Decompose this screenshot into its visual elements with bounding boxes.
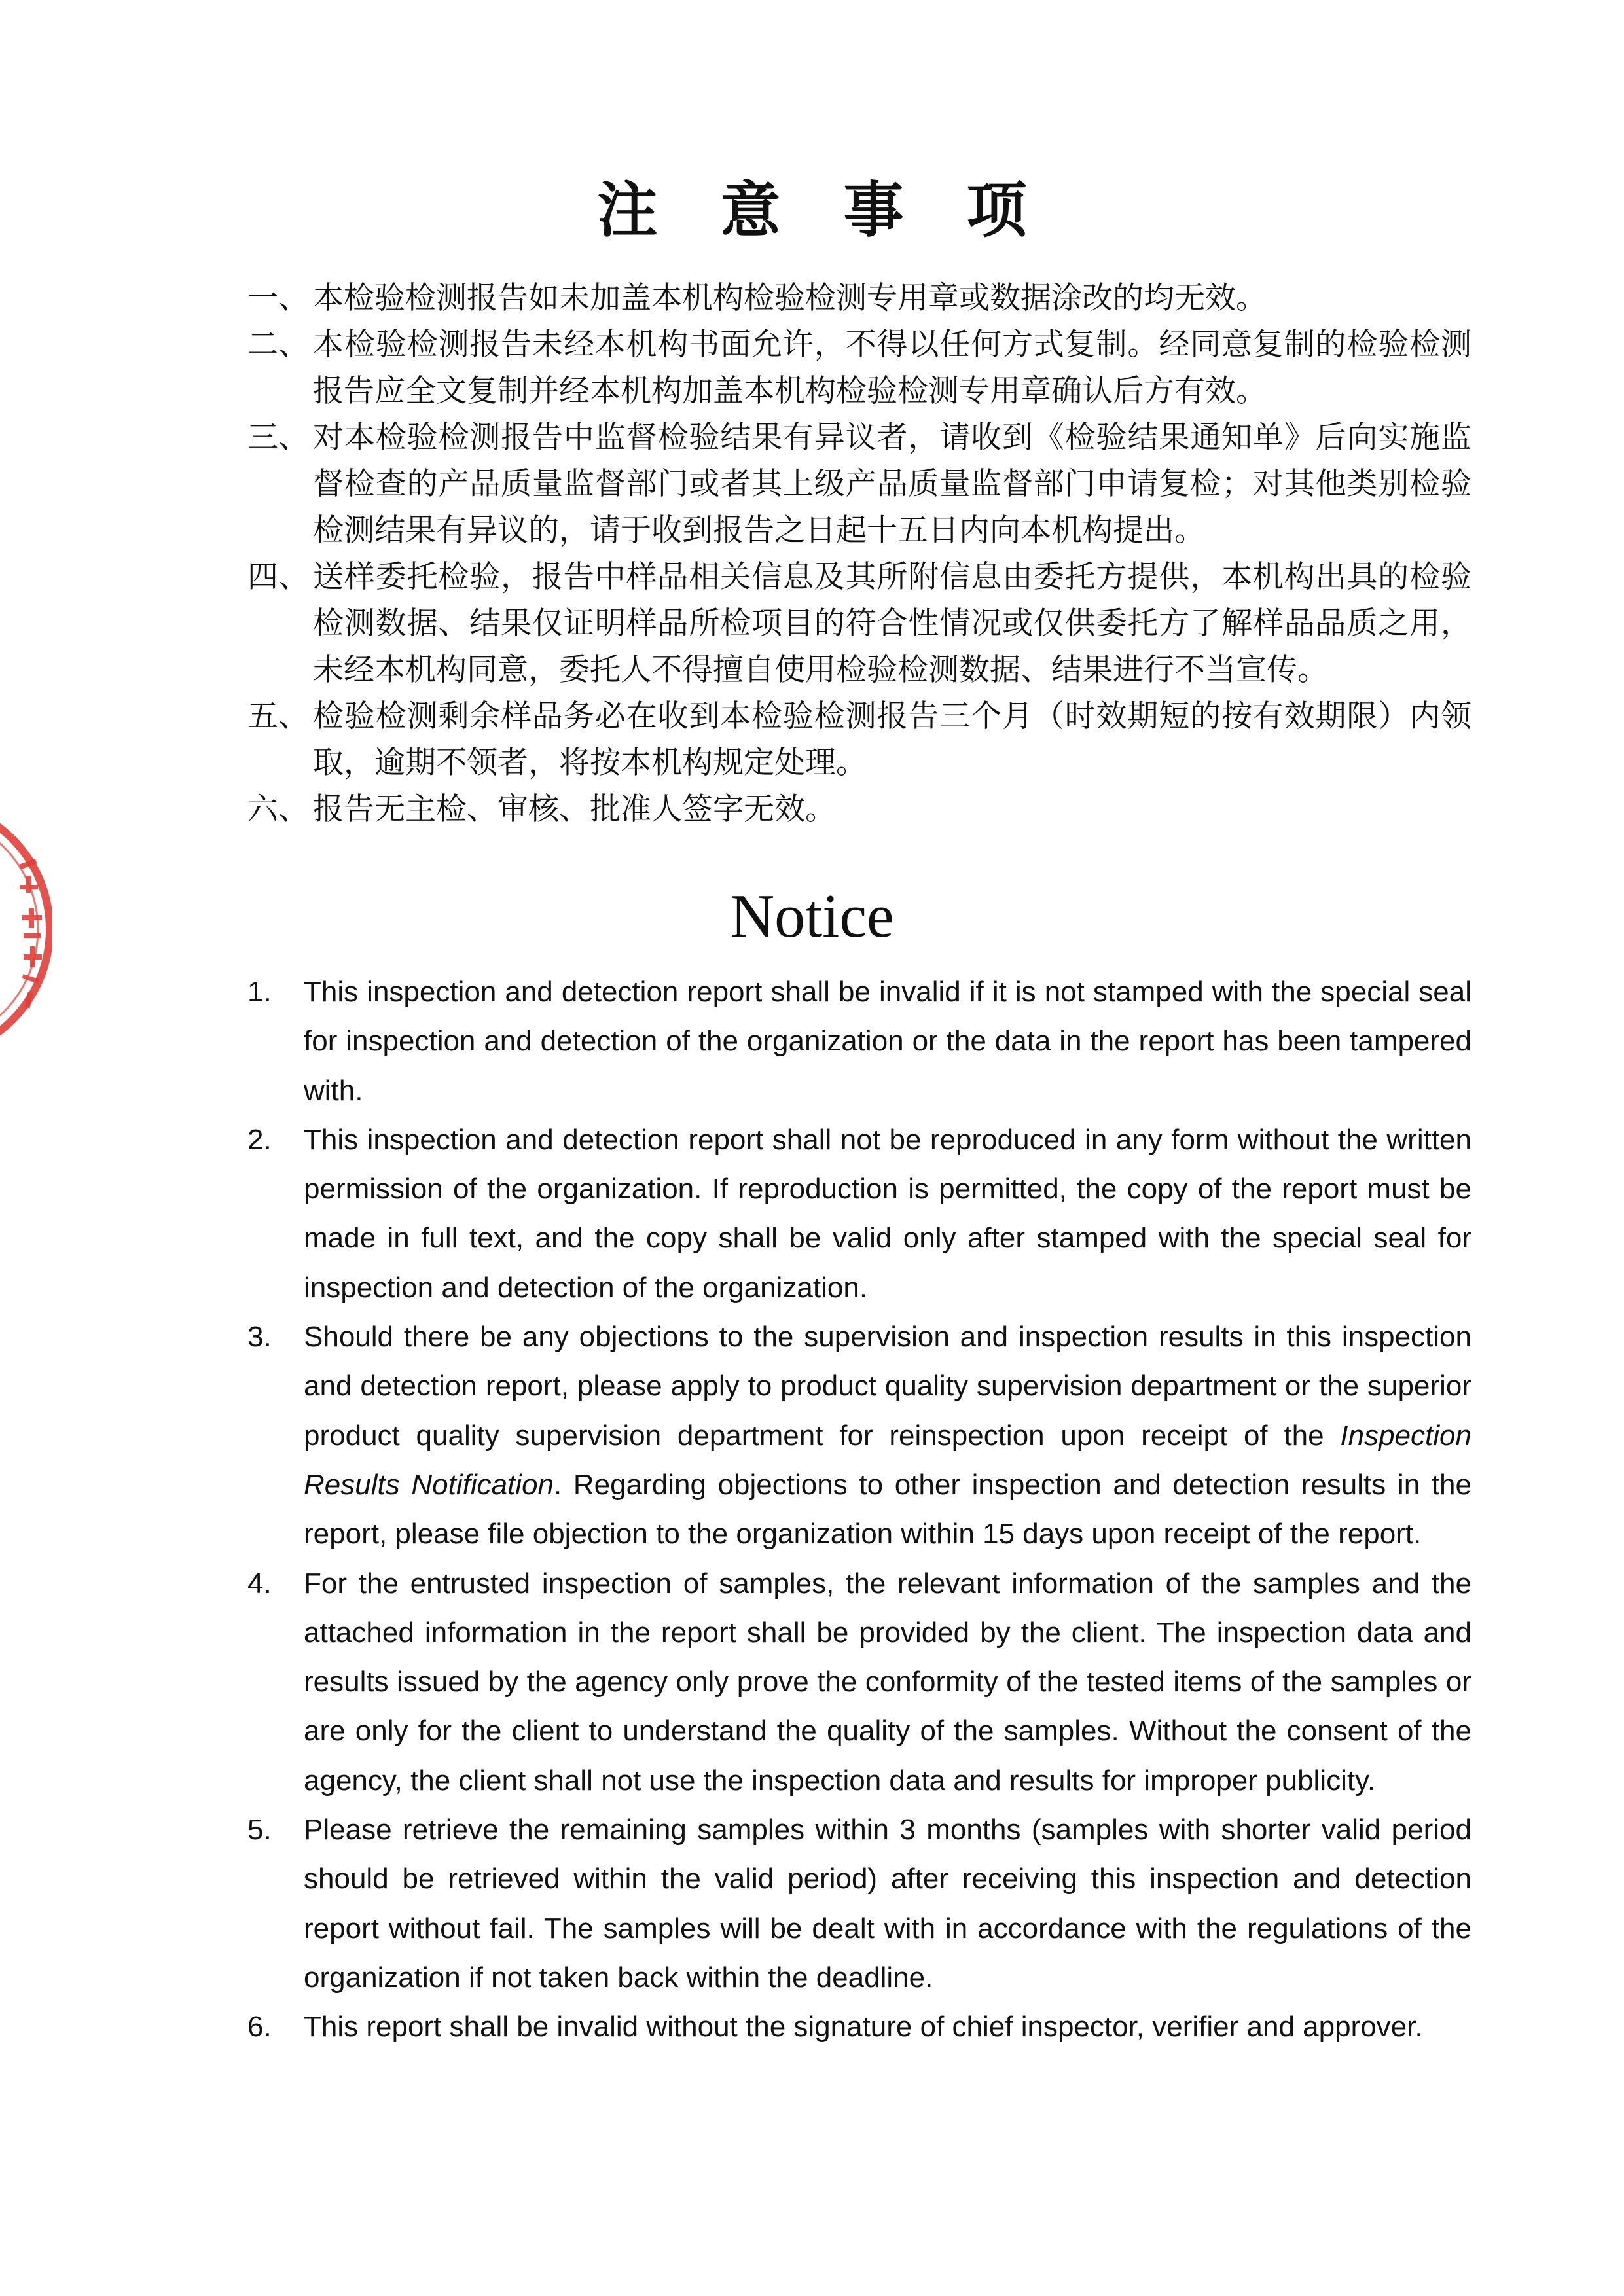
list-item-number: 三、 bbox=[247, 420, 309, 456]
list-item-number: 6. bbox=[247, 2011, 272, 2043]
list-item bbox=[247, 554, 1471, 693]
list-item bbox=[247, 1805, 1471, 2002]
list-item-text: Please retrieve the remaining samples within 3 months (samples with shorter valid period should be retrieved within the valid period) after receiving this inspection and detection report without fail. The samples will be dealt with in accordance with the regulations of the organization if not taken back within the deadline. bbox=[304, 1814, 1471, 1994]
list-item-text: 对本检验检测报告中监督检验结果有异议者，请收到《检验结果通知单》后向实施监督检查的产品质量监督部门或者其上级产品质量监督部门申请复检；对其他类别检验检测结果有异议的，请于收到报告之日起十五日内向本机构提出。 bbox=[313, 420, 1471, 548]
list-item-number: 二、 bbox=[247, 327, 309, 363]
list-item-number: 五、 bbox=[247, 698, 309, 734]
list-item-number: 1. bbox=[247, 976, 272, 1008]
list-item bbox=[247, 414, 1471, 554]
notice-title-chinese: 注意事项 bbox=[597, 175, 1090, 245]
list-item bbox=[247, 693, 1471, 786]
list-item-text: This inspection and detection report shall not be reproduced in any form without the written permission of the organization. If reproduction is permitted, the copy of the report must be made in full text, and the copy shall be valid only after stamped with the special seal for inspection and detection of the organization. bbox=[304, 1123, 1471, 1304]
list-item bbox=[247, 2002, 1471, 2051]
list-item-text-part: . Regarding objections to other inspection and detection results in the report, please file objection to the organization within 15 days upon receipt of the report. bbox=[304, 1468, 1471, 1551]
list-item-number: 六、 bbox=[247, 791, 309, 827]
list-item bbox=[247, 967, 1471, 1115]
list-item-text-part: Should there be any objections to the supervision and inspection results in this inspection and detection report, please apply to product quality supervision department or the superior product quality supervision department for reinspection upon receipt of the bbox=[304, 1321, 1471, 1452]
list-item-text: This inspection and detection report shall be invalid if it is not stamped with the special seal for inspection and detection of the organization or the data in the report has been tampered with. bbox=[304, 976, 1471, 1107]
list-item-number: 4. bbox=[247, 1567, 272, 1600]
notice-title-english: Notice bbox=[730, 882, 894, 950]
list-item-text: 检验检测剩余样品务必在收到本检验检测报告三个月（时效期短的按有效期限）内领取，逾期不领者，将按本机构规定处理。 bbox=[313, 698, 1471, 781]
list-item bbox=[247, 1559, 1471, 1805]
list-item-text: 本检验检测报告未经本机构书面允许，不得以任何方式复制。经同意复制的检验检测报告应全文复制并经本机构加盖本机构检验检测专用章确认后方有效。 bbox=[313, 327, 1471, 409]
list-item-text: 报告无主检、审核、批准人签字无效。 bbox=[313, 791, 836, 827]
list-item bbox=[247, 321, 1471, 414]
list-item-text: 送样委托检验，报告中样品相关信息及其所附信息由委托方提供，本机构出具的检验检测数据、结果仅证明样品所检项目的符合性情况或仅供委托方了解样品品质之用，未经本机构同意，委托人不得擅自使用检验检测数据、结果进行不当宣传。 bbox=[313, 559, 1471, 688]
list-item-number: 3. bbox=[247, 1321, 272, 1354]
list-item bbox=[247, 1312, 1471, 1558]
list-item bbox=[247, 275, 1471, 321]
list-item-number: 5. bbox=[247, 1814, 272, 1846]
list-item bbox=[247, 1115, 1471, 1312]
english-notes-list bbox=[247, 967, 1471, 2052]
notification-document-title: Inspection Results Notification bbox=[304, 1419, 1471, 1501]
list-item-text: For the entrusted inspection of samples, the relevant information of the samples and the attached information in the report shall be provided by the client. The inspection data and results issued by the agency only prove the conformity of the tested items of the samples or are only for the client to understand the quality of the samples. Without the consent of the agency, the client shall not use the inspection data and results for improper publicity. bbox=[304, 1567, 1471, 1797]
list-item-number: 一、 bbox=[247, 280, 309, 316]
chinese-notes-list bbox=[247, 275, 1471, 833]
list-item-number: 2. bbox=[247, 1123, 272, 1156]
list-item-text: This report shall be invalid without the signature of chief inspector, verifier and approver. bbox=[304, 2011, 1423, 2043]
list-item-number: 四、 bbox=[247, 559, 309, 595]
list-item-text: 本检验检测报告如未加盖本机构检验检测专用章或数据涂改的均无效。 bbox=[313, 280, 1267, 316]
list-item bbox=[247, 786, 1471, 833]
